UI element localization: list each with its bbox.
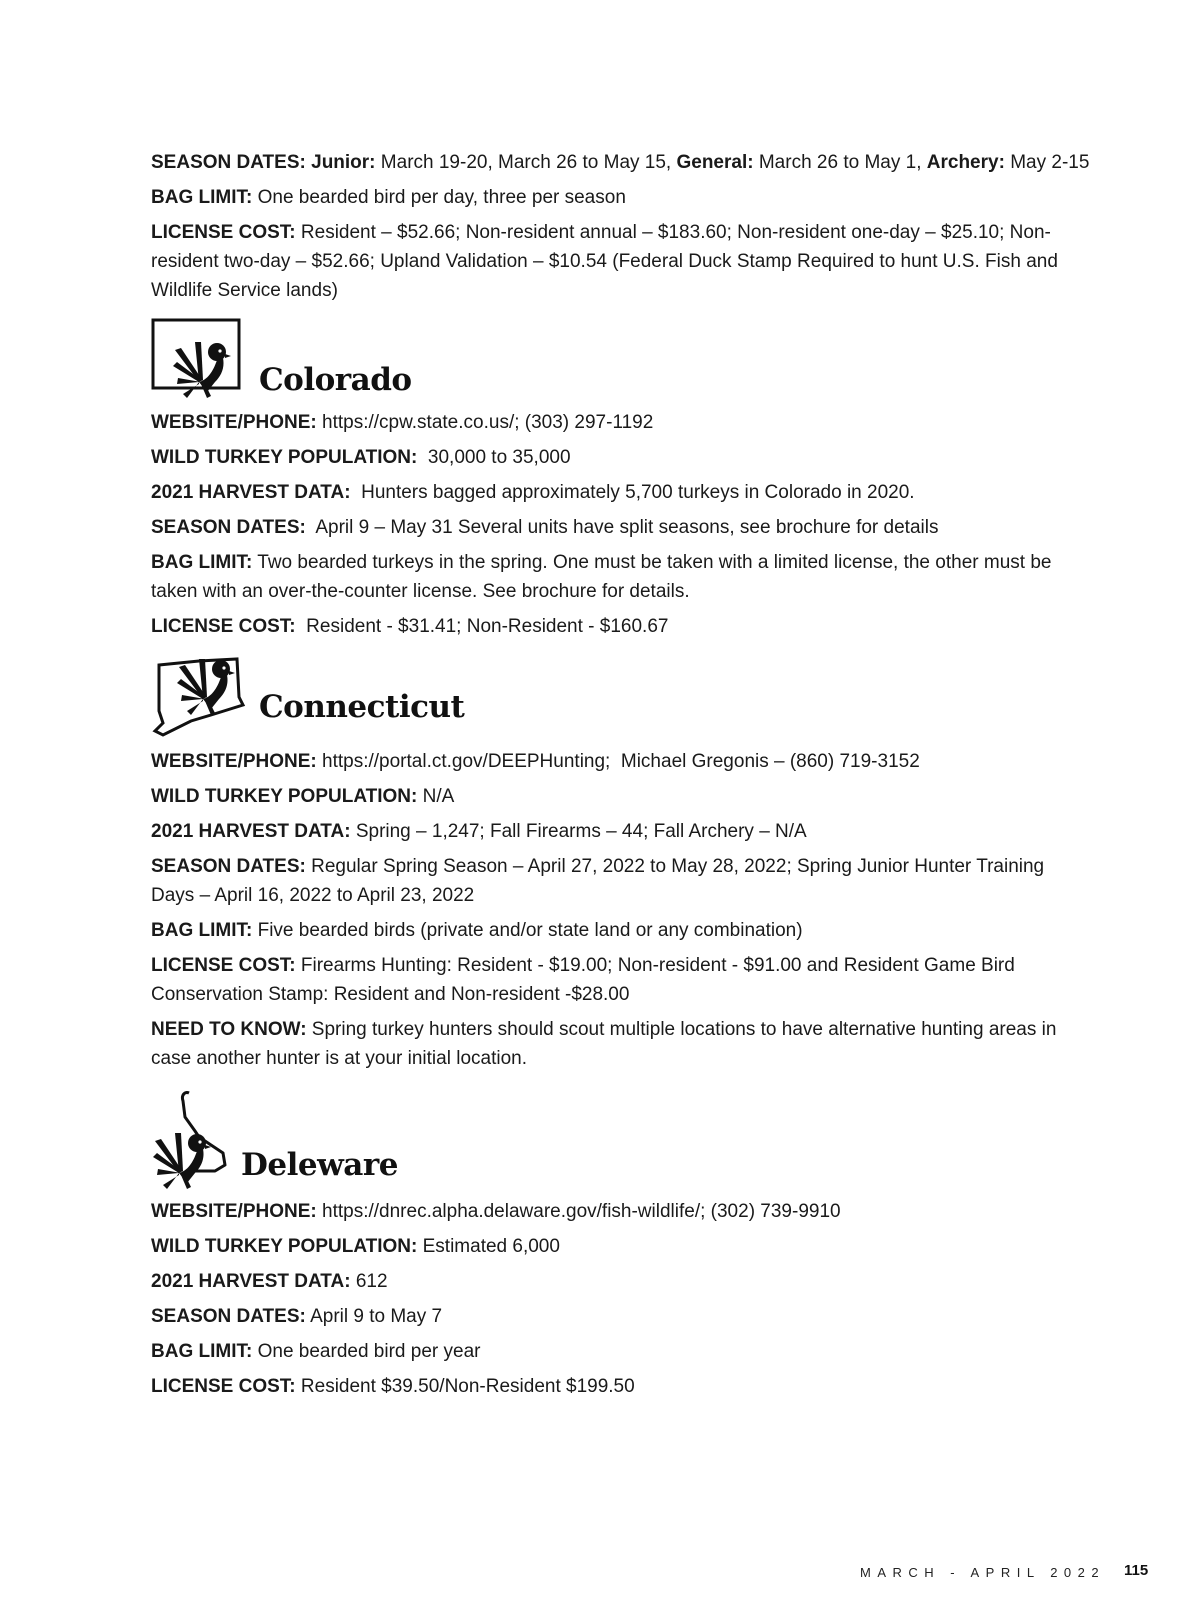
connecticut-website-phone: WEBSITE/PHONE: https://portal.ct.gov/DEEPHunting; Michael Gregonis – (860) 719-3152 — [151, 751, 920, 772]
connecticut-bag-limit: BAG LIMIT: Five bearded birds (private and/or state land or any combination) — [151, 920, 803, 941]
colorado-harvest: 2021 HARVEST DATA: Hunters bagged approximately 5,700 turkeys in Colorado in 2020. — [151, 482, 915, 503]
page-content — [151, 148, 1091, 1407]
state-title-delaware: Deleware — [241, 1147, 398, 1183]
delaware-website-phone: WEBSITE/PHONE: https://dnrec.alpha.delaware.gov/fish-wildlife/; (302) 739-9910 — [151, 1201, 841, 1222]
connecticut-license-cost: LICENSE COST: Firearms Hunting: Resident - $19.00; Non-resident - $91.00 and Resident Game Bird Conservation Stamp: Resident and Non-resident -$28.00 — [151, 955, 1015, 1005]
intro-season-dates: SEASON DATES: Junior: March 19-20, March 26 to May 15, General: March 26 to May 1, Archery: May 2-15 — [151, 152, 1090, 173]
colorado-season-dates: SEASON DATES: April 9 – May 31 Several units have split seasons, see brochure for details — [151, 517, 939, 538]
colorado-bag-limit: BAG LIMIT: Two bearded turkeys in the spring. One must be taken with a limited license, the other must be taken with an over-the-counter license. See brochure for details. — [151, 552, 1052, 602]
delaware-state-turkey-icon — [151, 1087, 231, 1191]
colorado-population: WILD TURKEY POPULATION: 30,000 to 35,000 — [151, 447, 571, 468]
connecticut-need-to-know: NEED TO KNOW: Spring turkey hunters should scout multiple locations to have alternative hunting areas in case another hunter is at your initial location. — [151, 1019, 1057, 1069]
connecticut-harvest: 2021 HARVEST DATA: Spring – 1,247; Fall Firearms – 44; Fall Archery – N/A — [151, 821, 807, 842]
intro-license-cost: LICENSE COST: Resident – $52.66; Non-resident annual – $183.60; Non-resident one-day – $25.10; Non-resident two-day – $52.66; Upland Validation – $10.54 (Federal Duck Stamp Required to hunt U.S. Fish and Wildlife Service lands) — [151, 222, 1058, 301]
state-title-connecticut: Connecticut — [259, 689, 465, 725]
colorado-state-turkey-icon — [151, 318, 243, 398]
colorado-website-phone: WEBSITE/PHONE: https://cpw.state.co.us/; (303) 297-1192 — [151, 412, 654, 433]
intro-bag-limit: BAG LIMIT: One bearded bird per day, three per season — [151, 187, 626, 208]
connecticut-header — [151, 651, 1091, 739]
state-title-colorado: Colorado — [259, 362, 412, 398]
delaware-license-cost: LICENSE COST: Resident $39.50/Non-Resident $199.50 — [151, 1376, 635, 1397]
delaware-population: WILD TURKEY POPULATION: Estimated 6,000 — [151, 1236, 560, 1257]
delaware-bag-limit: BAG LIMIT: One bearded bird per year — [151, 1341, 481, 1362]
colorado-header — [151, 318, 1091, 398]
delaware-harvest: 2021 HARVEST DATA: 612 — [151, 1271, 388, 1292]
connecticut-state-turkey-icon — [151, 651, 247, 739]
page-number: 115 — [1124, 1562, 1149, 1579]
connecticut-population: WILD TURKEY POPULATION: N/A — [151, 786, 455, 807]
footer-issue-date: MARCH - APRIL 2022 — [860, 1565, 1106, 1580]
colorado-license-cost: LICENSE COST: Resident - $31.41; Non-Resident - $160.67 — [151, 616, 669, 637]
delaware-season-dates: SEASON DATES: April 9 to May 7 — [151, 1306, 443, 1327]
connecticut-season-dates: SEASON DATES: Regular Spring Season – April 27, 2022 to May 28, 2022; Spring Junior Hunter Training Days – April 16, 2022 to April 23, 2022 — [151, 856, 1045, 906]
delaware-header — [151, 1087, 1091, 1191]
